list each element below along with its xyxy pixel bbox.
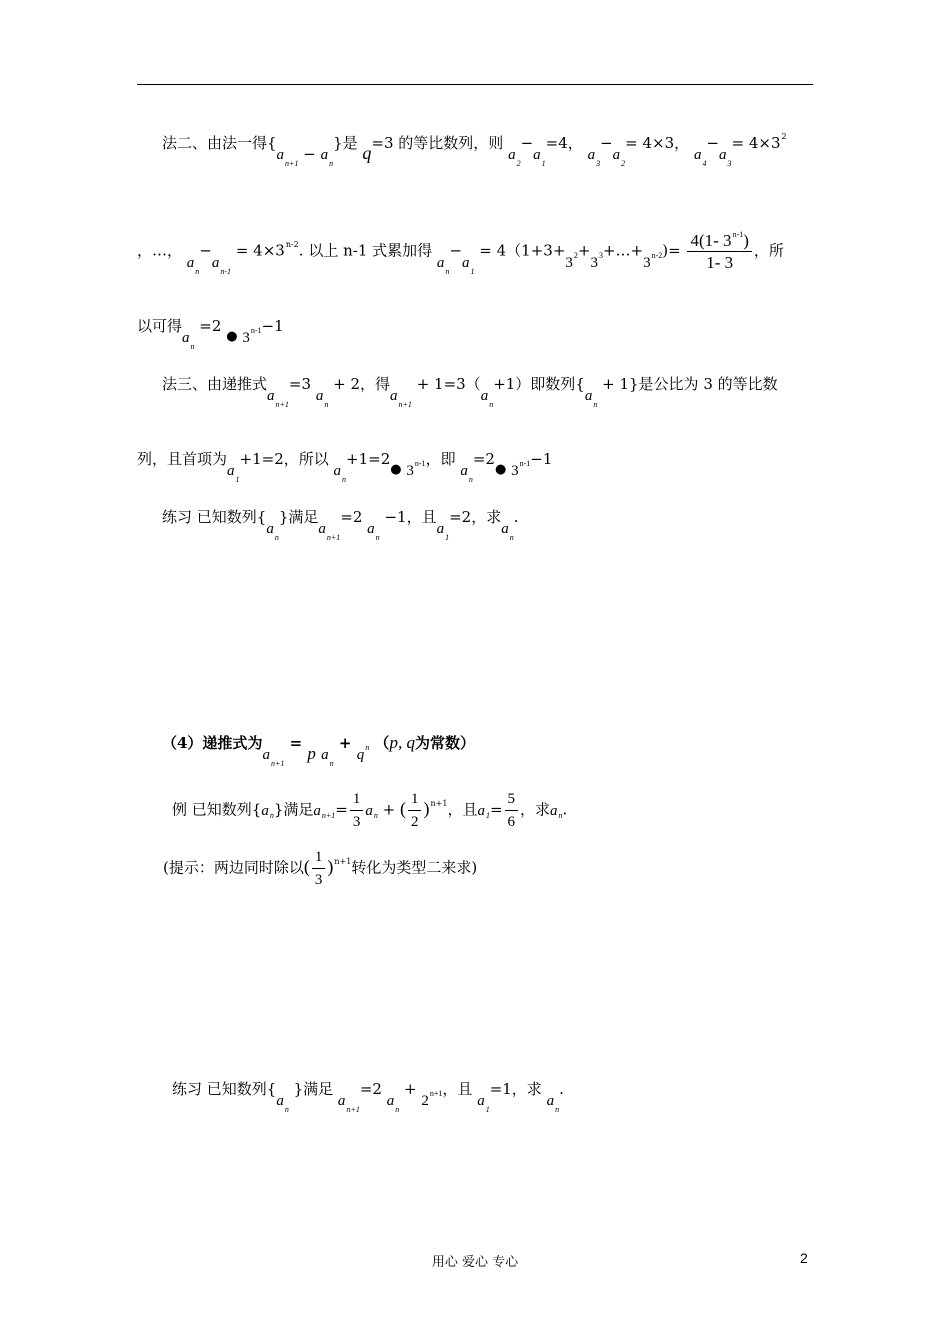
math-minus: − — [449, 241, 462, 260]
multiply-dot: ● — [226, 329, 238, 344]
text-segment: = — [289, 734, 303, 752]
math-paren: ) — [327, 856, 334, 877]
text-segment: = — [335, 800, 348, 819]
text-segment: =2 — [199, 317, 222, 335]
method2-line1 — [162, 132, 787, 168]
page-footer: 用心 爱心 专心 — [431, 1255, 519, 1270]
math-a: $a_n$ — [584, 388, 598, 409]
math-a: $a_n$ — [182, 330, 195, 351]
text-segment: ，…， — [137, 241, 183, 260]
math-a: $a_{n+1}$ — [313, 802, 336, 820]
math-a: $a_1$ — [477, 802, 490, 820]
text-segment: ，即 — [425, 450, 456, 468]
text-segment: =2，求 — [449, 508, 502, 526]
example-fraction-3: $\frac{5}{6}$ — [505, 790, 519, 831]
math-power: $3^3$ — [590, 250, 603, 271]
method2-line3 — [137, 317, 284, 351]
text-segment: + — [338, 734, 352, 752]
text-segment: = 4×3 — [235, 241, 285, 260]
math-a: $a_{n+1}$ — [390, 388, 412, 409]
math-a: $a_n$ — [365, 802, 378, 820]
text-segment: . — [559, 1080, 564, 1098]
text-segment: }满足 — [293, 1080, 334, 1098]
text-segment: . — [562, 800, 568, 819]
math-a: $a_{n+1}$ — [276, 147, 299, 168]
math-a: $a_n$ — [276, 1093, 289, 1114]
math-a: $a_n$ — [501, 521, 514, 542]
text-segment: )= — [662, 241, 681, 260]
math-a: $a_3$ — [719, 147, 732, 168]
text-segment: }满足 — [273, 800, 314, 819]
math-a: $a_{n+1}$ — [262, 747, 285, 768]
math-exponent: n-2 — [285, 239, 299, 249]
math-a: $a_{n-1}$ — [211, 254, 232, 276]
math-a: $a_n$ — [436, 254, 450, 276]
math-paren: ) — [743, 231, 749, 250]
math-a: $a_1$ — [462, 254, 475, 276]
text-segment: 练习 已知数列{ — [172, 1080, 277, 1098]
math-a: $a_{n+1}$ — [337, 1093, 360, 1114]
math-a: $a_1$ — [436, 521, 450, 542]
text-segment: =3 — [288, 375, 312, 393]
math-a: $a_n$ — [186, 254, 200, 276]
multiply-dot: ● — [390, 462, 402, 477]
math-a: $a_n$ — [480, 388, 494, 409]
math-a: $a_n$ — [261, 802, 274, 820]
math-a: $a_n$ — [367, 521, 380, 542]
math-minus: − — [520, 134, 534, 152]
math-a: $a_n$ — [266, 521, 279, 542]
math-minus: − — [303, 145, 316, 163]
text-segment: + 1=3（ — [416, 375, 481, 393]
text-segment: 以可得 — [137, 317, 183, 335]
sum-fraction — [687, 232, 751, 271]
method2-line2 — [137, 230, 784, 276]
math-a: $a_2$ — [612, 147, 626, 168]
math-power: 3$^{n-1}$ — [511, 459, 531, 479]
hint-line — [163, 848, 477, 889]
text-segment: ，求 — [520, 800, 551, 819]
math-exponent: n+1 — [334, 856, 352, 866]
math-paren: ( — [399, 798, 406, 819]
math-a: $a_3$ — [587, 147, 601, 168]
math-a: $a_n$ — [333, 463, 347, 484]
text-segment: +…+ — [602, 241, 644, 260]
text-segment: 列，且首项为 — [137, 450, 228, 468]
text-segment: }是 — [333, 134, 358, 152]
math-paren: ( — [303, 856, 310, 877]
text-segment: +1=2 — [346, 450, 391, 468]
text-segment: ，所 — [753, 241, 784, 260]
math-power: $3^2$ — [565, 250, 578, 271]
math-power: $2^{n+1}$ — [421, 1089, 443, 1109]
header-rule — [137, 84, 813, 85]
text-segment: ，且 — [442, 1080, 473, 1098]
math-a: $a_n$ — [546, 1093, 560, 1114]
math-a: $a_1$ — [533, 147, 546, 168]
hint-fraction: $\frac{1}{3}$ — [312, 848, 326, 889]
multiply-dot: ● — [494, 462, 507, 477]
exercise2-line — [172, 1080, 564, 1114]
text-segment: 为常数） — [414, 734, 475, 752]
math-a: $a_n$ — [321, 747, 334, 768]
text-segment: −1 — [530, 450, 553, 468]
math-a: $a_n$ — [320, 147, 334, 168]
text-segment: 法二、由法一得{ — [162, 134, 277, 152]
text-segment: =2 — [472, 450, 495, 468]
math-a: $a_1$ — [227, 463, 240, 484]
exercise1-line — [162, 508, 519, 542]
text-segment: 法三、由递推式 — [162, 375, 268, 393]
text-segment: −1 — [261, 317, 284, 335]
text-segment: −1，且 — [384, 508, 437, 526]
example-line — [172, 790, 567, 831]
text-segment: (提示：两边同时除以 — [163, 858, 304, 877]
math-exponent: n+1 — [430, 798, 448, 808]
text-segment: = 4×3， — [625, 134, 690, 152]
text-segment: （ — [374, 734, 390, 752]
text-segment: = — [489, 800, 503, 819]
math-a: $a_{n+1}$ — [267, 388, 289, 409]
fraction-numerator: 4(1- 3 — [690, 231, 732, 250]
math-paren: ) — [423, 798, 430, 819]
text-segment: . — [513, 508, 519, 526]
math-exponent: 2 — [781, 132, 787, 141]
math-a: $a_4$ — [693, 147, 707, 168]
fraction-denominator: 1- 3 — [706, 253, 734, 272]
method3-line2 — [137, 450, 553, 484]
math-a: $a_n$ — [315, 388, 329, 409]
text-segment: =3 的等比数列，则 — [371, 134, 504, 152]
text-segment: =2 — [359, 1080, 382, 1098]
math-power: 3$^{n-1}$ — [406, 459, 426, 479]
math-minus: − — [199, 241, 212, 260]
text-segment: 例 已知数列{ — [172, 800, 262, 819]
math-a: $a_n$ — [550, 802, 563, 820]
page-number: 2 — [800, 1250, 808, 1266]
text-segment: + 2，得 — [333, 375, 390, 393]
text-segment: 练习 已知数列{ — [162, 508, 267, 526]
text-segment: =2 — [340, 508, 363, 526]
math-a: $a_2$ — [508, 147, 521, 168]
text-segment: = 4×3 — [731, 134, 781, 152]
section4-heading — [162, 733, 475, 768]
text-segment: +1=2，所以 — [239, 450, 329, 468]
math-minus: − — [706, 134, 720, 152]
math-minus: − — [600, 134, 613, 152]
text-segment: + 1}是公比为 3 的等比数 — [602, 375, 778, 393]
text-segment: +1）即数列{ — [493, 375, 585, 393]
math-power: 3$^{n-1}$ — [242, 326, 262, 346]
text-segment: + — [577, 241, 591, 260]
math-a: $a_{n+1}$ — [318, 521, 341, 542]
math-a: $a_1$ — [477, 1093, 490, 1114]
math-q-power: $q^n$ — [356, 743, 370, 763]
math-a: $a_n$ — [460, 463, 473, 484]
text-segment: = 4（1+3+ — [479, 241, 566, 260]
math-a: $a_n$ — [386, 1093, 400, 1114]
text-segment: . 以上 n-1 式累加得 — [298, 241, 433, 260]
text-segment: + — [382, 800, 396, 819]
text-segment: =4， — [545, 134, 583, 152]
method3-line1 — [162, 375, 778, 409]
math-pq: p, q — [389, 733, 415, 752]
text-segment: 转化为类型二来求) — [351, 858, 478, 877]
math-exponent: n-1 — [732, 230, 744, 239]
math-q: q — [362, 143, 372, 163]
math-p: p — [307, 744, 316, 763]
text-segment: =1，求 — [489, 1080, 542, 1098]
text-segment: + — [404, 1080, 417, 1098]
text-segment: ，且 — [447, 800, 478, 819]
example-fraction-2: $\frac{1}{2}$ — [408, 790, 422, 831]
example-fraction-1: $\frac{1}{3}$ — [350, 790, 364, 831]
text-segment: }满足 — [278, 508, 319, 526]
text-segment: （4）递推式为 — [162, 734, 263, 752]
math-power: 3$^{n-2}$ — [643, 250, 663, 271]
